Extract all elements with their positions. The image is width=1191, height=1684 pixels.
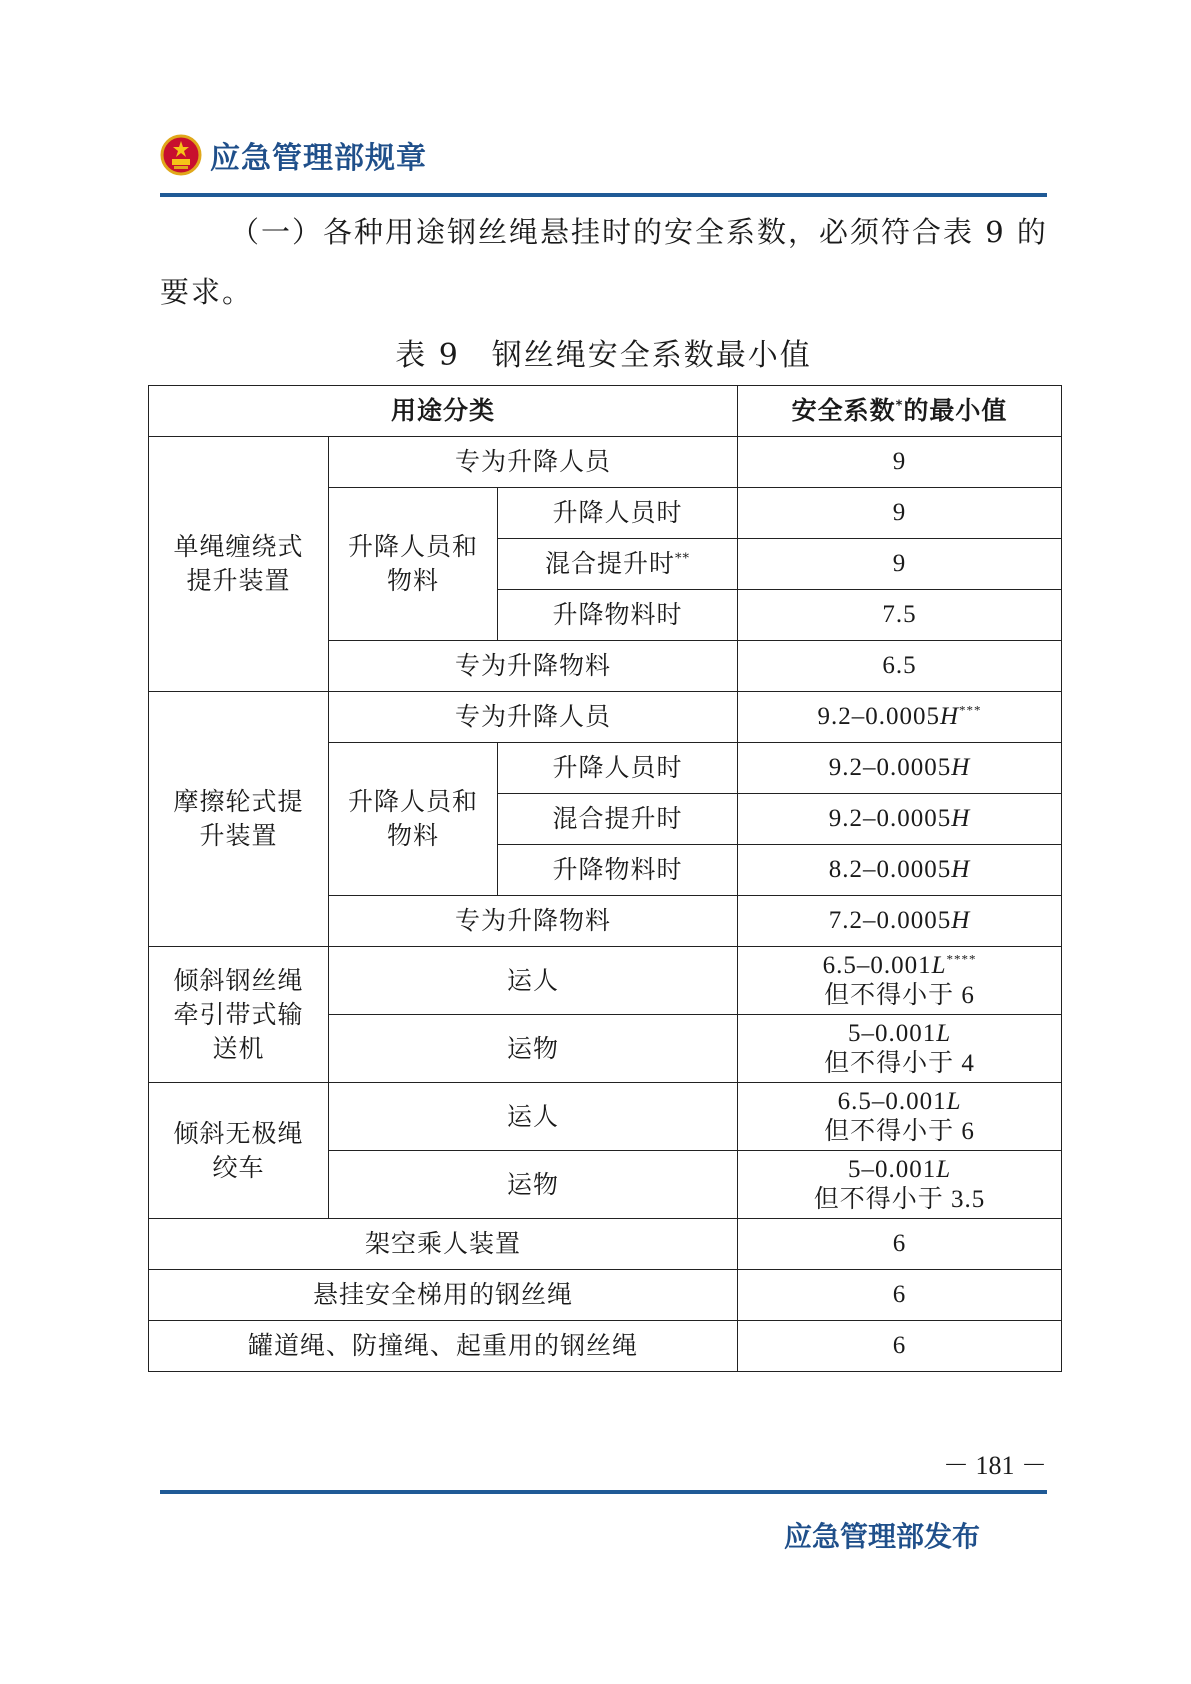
table-row: 单绳缠绕式提升装置 专为升降人员 9 xyxy=(149,437,1062,488)
table-row: 运物 5–0.001L 但不得小于 4 xyxy=(149,1015,1062,1083)
table-row: 专为升降物料 6.5 xyxy=(149,641,1062,692)
table-row: 升降人员和物料 升降人员时 9 xyxy=(149,488,1062,539)
footer-rule xyxy=(160,1490,1047,1494)
group-name: 倾斜钢丝绳牵引带式输送机 xyxy=(149,947,329,1083)
table-row: 运物 5–0.001L 但不得小于 3.5 xyxy=(149,1151,1062,1219)
table-row: 升降物料时 7.5 xyxy=(149,590,1062,641)
table-row: 架空乘人装置 6 xyxy=(149,1219,1062,1270)
table-row: 悬挂安全梯用的钢丝绳 6 xyxy=(149,1270,1062,1321)
header-title: 应急管理部规章 xyxy=(210,141,427,176)
page-number: － 181 － xyxy=(942,1451,1047,1480)
national-emblem-icon xyxy=(160,134,202,176)
header-purpose: 用途分类 xyxy=(149,386,738,437)
group-name: 倾斜无极绳绞车 xyxy=(149,1083,329,1219)
safety-factor-table xyxy=(148,385,1062,1372)
table-caption: 表 9 钢丝绳安全系数最小值 xyxy=(395,338,812,373)
table-header-row xyxy=(149,386,1062,437)
table-row: 专为升降物料 7.2–0.0005H xyxy=(149,896,1062,947)
table-row: 倾斜钢丝绳牵引带式输送机 运人 6.5–0.001L**** 但不得小于 6 xyxy=(149,947,1062,1015)
paragraph-line-1: （一）各种用途钢丝绳悬挂时的安全系数，必须符合表 9 的 xyxy=(230,215,1048,249)
header-rule xyxy=(160,193,1047,197)
table-row: 罐道绳、防撞绳、起重用的钢丝绳 6 xyxy=(149,1321,1062,1372)
group-name: 单绳缠绕式提升装置 xyxy=(149,437,329,692)
table-row: 升降人员和物料 升降人员时 9.2–0.0005H xyxy=(149,743,1062,794)
header-factor: 安全系数*的最小值 xyxy=(738,386,1062,437)
table-row: 混合提升时** 9 xyxy=(149,539,1062,590)
table-row: 升降物料时 8.2–0.0005H xyxy=(149,845,1062,896)
page-header xyxy=(160,130,427,180)
table-row: 混合提升时 9.2–0.0005H xyxy=(149,794,1062,845)
paragraph-line-2: 要求。 xyxy=(160,275,254,309)
table-row: 摩擦轮式提升装置 专为升降人员 9.2–0.0005H*** xyxy=(149,692,1062,743)
group-name: 摩擦轮式提升装置 xyxy=(149,692,329,947)
table-row: 倾斜无极绳绞车 运人 6.5–0.001L 但不得小于 6 xyxy=(149,1083,1062,1151)
footer-publisher: 应急管理部发布 xyxy=(783,1520,980,1553)
